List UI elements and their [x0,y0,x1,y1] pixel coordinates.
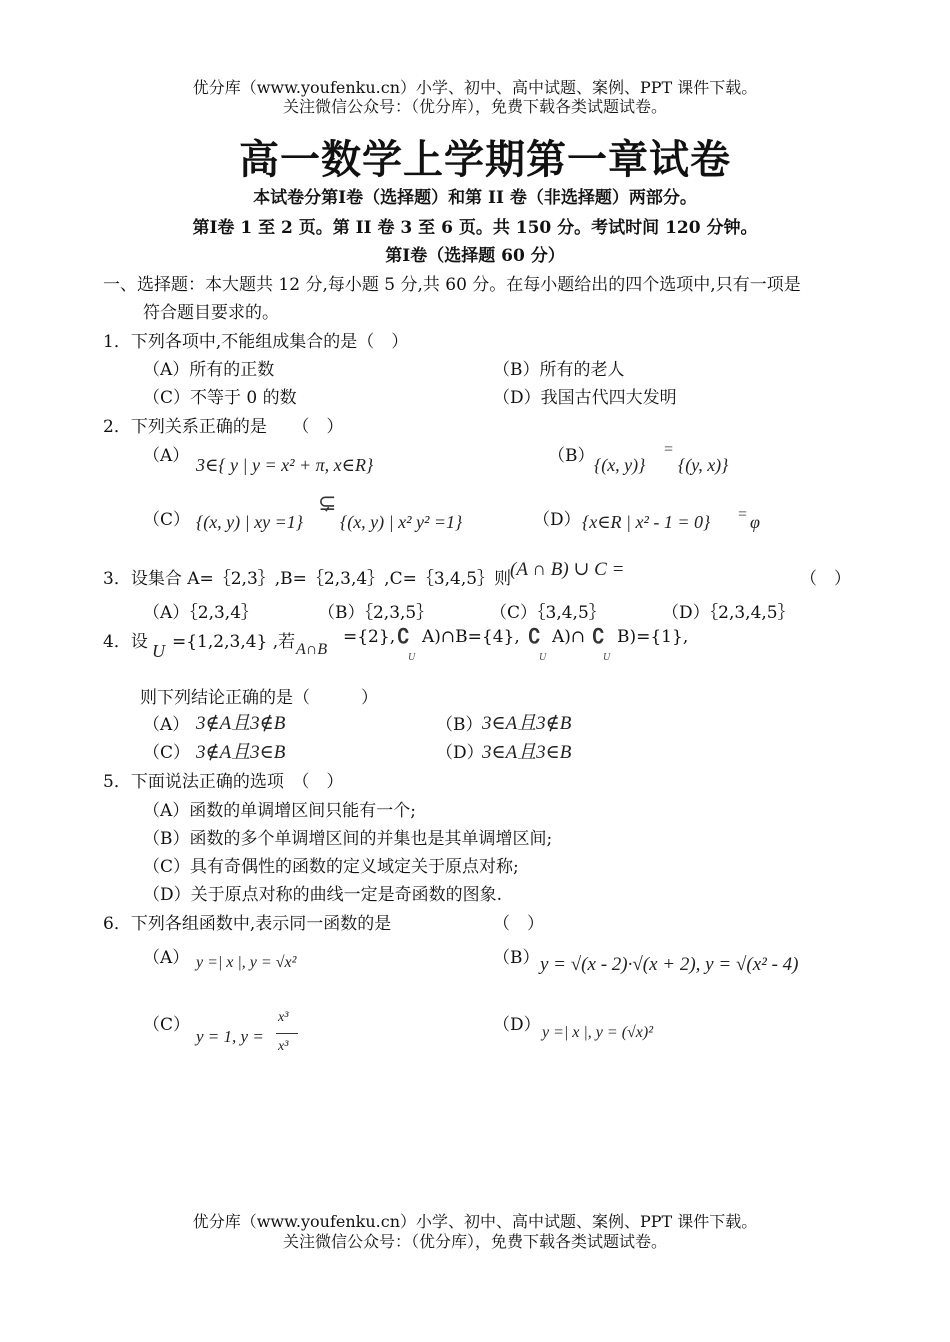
q3-stem: 3．设集合 A=｛2,3｝,B=｛2,3,4｝,C=｛3,4,5｝则 [103,569,512,589]
q4-option-a-math: 3∉A且3∉B [196,713,286,734]
q6-option-c-label: （C） [143,1015,191,1035]
instructions-line-1: 一、选择题：本大题共 12 分,每小题 5 分,共 60 分。在每小题给出的四个选项中,只有一项是 [103,275,801,295]
q1-option-d: （D）我国古代四大发明 [493,388,677,408]
q2-option-b-math-left: {(x, y)} [594,455,646,475]
q4-option-a-label: （A） [143,715,190,735]
q6-option-c-fraction-bar [276,1033,298,1034]
q2-option-d-phi: φ [750,512,760,532]
q4-intersection-set: ={2}, [343,627,396,647]
q2-option-a-math: 3∈{ y | y = x² + π, x∈R} [196,455,374,475]
q6-option-b-label: （B） [493,948,540,968]
q5-option-d: （D）关于原点对称的曲线一定是奇函数的图象. [143,885,503,905]
q5-option-a: （A）函数的单调增区间只能有一个; [143,801,417,821]
q4-a-intersect-b: A∩B [296,641,328,658]
q2-stem: 2．下列关系正确的是 （ ） [103,417,344,437]
q4-lead: 4．设 [103,632,148,652]
q4-option-c-math: 3∉A且3∈B [196,742,286,763]
q5-option-b: （B）函数的多个单调增区间的并集也是其单调增区间; [143,829,553,849]
q3-option-a: （A）｛2,3,4｝ [143,603,259,623]
q2-option-d-label: （D） [533,510,581,530]
footer-line-1: 优分库（www.youfenku.cn）小学、初中、高中试题、案例、PPT 课件下载。 [192,1212,758,1231]
q3-option-c: （C）｛3,4,5｝ [490,603,606,623]
q6-answer-paren: （ ） [493,914,544,934]
q1-stem: 1．下列各项中,不能组成集合的是（ ） [103,332,409,352]
q6-option-c-math-lead: y = 1, y = [196,1027,264,1046]
q4-part-1: A)∩B={4}, [422,627,520,647]
q2-option-c-label: （C） [143,510,191,530]
q1-option-c: （C）不等于 0 的数 [143,388,297,408]
q2-option-c-math-right: {(x, y) | x² y² =1} [340,512,463,532]
q2-option-b-label: （B） [548,446,595,466]
q6-option-b-math: y = √(x - 2)·√(x + 2), y = √(x² - 4) [540,954,799,975]
q5-stem: 5．下面说法正确的选项 （ ） [103,772,344,792]
q6-option-c-numerator: x³ [278,1010,289,1025]
instructions-line-2: 符合题目要求的。 [143,303,279,323]
q2-option-b-math-right: {(y, x)} [678,455,729,475]
q2-option-c-math-left: {(x, y) | xy =1} [196,512,303,532]
q2-option-d-math: {x∈R | x² - 1 = 0} [582,512,711,532]
header-line-1: 优分库（www.youfenku.cn）小学、初中、高中试题、案例、PPT 课件下载。 [192,78,758,97]
q4-complement-2-sub: U [539,652,547,663]
q4-complement-3-sub: U [603,652,611,663]
q1-option-a: （A）所有的正数 [143,360,275,380]
q3-option-d: （D）｛2,3,4,5｝ [662,603,795,623]
header-line-2: 关注微信公众号：（优分库），免费下载各类试题试卷。 [282,97,667,116]
q6-stem: 6．下列各组函数中,表示同一函数的是 [103,914,392,934]
q4-complement-1-sub: U [408,652,416,663]
q4-option-b-math: 3∈A且3∉B [482,713,572,734]
q2-option-a-label: （A） [143,446,190,466]
q2-option-d-eq: = [738,506,748,523]
q4-complement-3: ∁ [592,626,605,648]
q6-option-d-label: （D） [493,1015,541,1035]
q2-option-c-subset: ⊊ [318,490,337,515]
q6-option-c-denominator: x³ [278,1039,289,1054]
intro-line-1: 本试卷分第Ⅰ卷（选择题）和第 II 卷（非选择题）两部分。 [253,188,697,208]
footer-line-2: 关注微信公众号：（优分库），免费下载各类试题试卷。 [282,1232,667,1251]
q4-option-b-label: （B） [436,715,483,735]
q6-option-a-label: （A） [143,948,190,968]
q3-expression: (A ∩ B) ∪ C = [510,559,625,580]
q3-option-b: （B）｛2,3,5｝ [318,603,434,623]
q5-option-c: （C）具有奇偶性的函数的定义域定关于原点对称; [143,857,519,877]
q2-option-b-eq: = [664,441,674,458]
q4-part-3: B)={1}, [617,627,689,647]
q4-complement-1: ∁ [397,626,410,648]
q3-answer-paren: （ ） [800,569,851,589]
section-heading: 第Ⅰ卷（选择题 60 分） [385,246,565,266]
q6-option-a-math: y =| x |, y = √x² [196,954,297,971]
page-title: 高一数学上学期第一章试卷 [239,136,731,183]
q6-option-d-math: y =| x |, y = (√x)² [542,1024,654,1041]
q4-universe-set: ={1,2,3,4} ,若 [172,632,296,652]
q4-option-d-label: （D） [436,743,484,763]
intro-line-2: 第Ⅰ卷 1 至 2 页。第 II 卷 3 至 6 页。共 150 分。考试时间 120 分钟。 [192,218,758,238]
q4-part-2: A)∩ [552,627,586,647]
q4-option-d-math: 3∈A且3∈B [482,742,572,763]
q4-complement-2: ∁ [528,626,541,648]
q4-option-c-label: （C） [143,743,191,763]
q4-universe-symbol: U [152,641,165,661]
q4-stem-2: 则下列结论正确的是（ ） [140,688,378,708]
q1-option-b: （B）所有的老人 [493,360,625,380]
